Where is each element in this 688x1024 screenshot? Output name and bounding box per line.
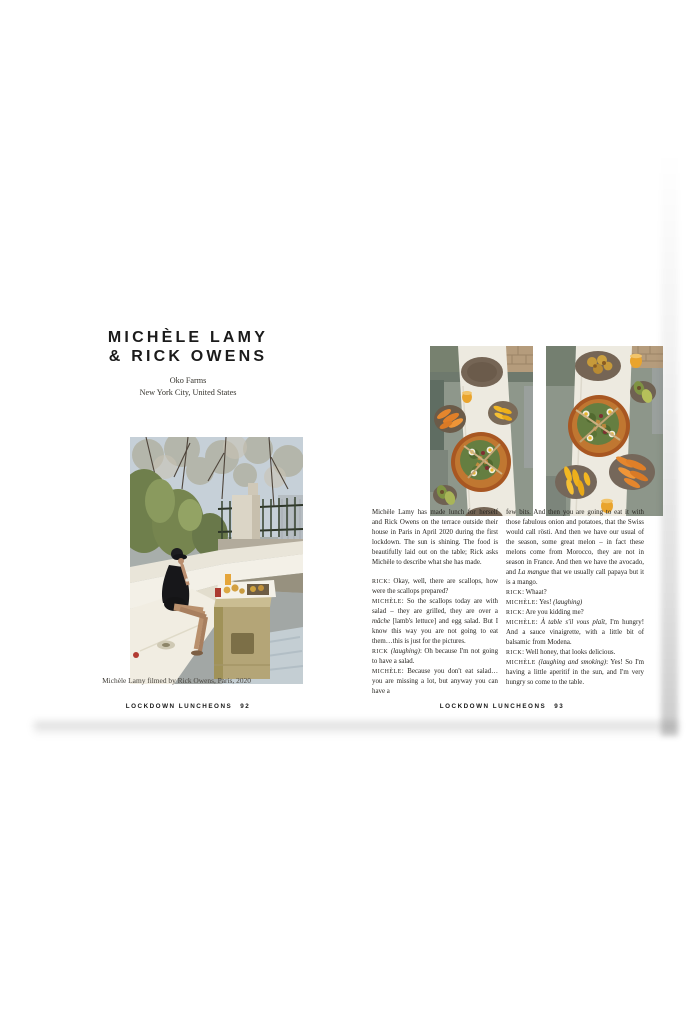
mango-plate [555, 465, 597, 499]
dialog-paragraph: MICHÈLE: Yes! (laughing) [506, 599, 583, 606]
orange-juice-glass-top [630, 354, 642, 368]
salad-platter [568, 395, 630, 457]
melon-bowl [434, 405, 466, 433]
venue-location: New York City, United States [139, 387, 237, 397]
footer-label: LOCKDOWN LUNCHEONS [439, 703, 547, 710]
salad-platter [451, 432, 511, 492]
page-number: 93 [554, 703, 565, 710]
table-photo-1-illustration [430, 346, 533, 516]
dialog-paragraph: RICK (laughing): Oh because I'm not going to have a salad. [372, 648, 499, 665]
dialog-paragraph: RICK: Well honey, that looks delicious. [506, 649, 616, 656]
empty-plate [461, 357, 503, 387]
dialog-paragraph: MICHÈLE (laughing and smoking): Yes! So I'm having a little aperitif in the sun, and I'm very hungry so come to the table. [506, 659, 644, 686]
dialog-paragraph: RICK: Whaat? [506, 589, 547, 596]
dialog-paragraph: MICHÈLE: À table s'il vous plaît, I'm hungry! And a sauce vinaigrette, with a little bit of balsamic from Modena. [506, 619, 644, 646]
photo-caption: Michèle Lamy filmed by Rick Owens, Paris, 2020 [102, 676, 251, 685]
footer-label: LOCKDOWN LUNCHEONS [125, 703, 233, 710]
mango-plate [488, 401, 518, 425]
text-column-2 [506, 508, 644, 688]
right-page [28, 26, 662, 723]
table-photo-1 [430, 346, 533, 516]
page-edge-shadow [661, 150, 678, 736]
orange-juice-glass [462, 391, 472, 403]
dialog-paragraph: MICHÈLE: Because you don't eat salad…you are missing a lot, but anyway you can have a [372, 668, 498, 695]
dialog-paragraph: RICK: Okay, well, there are scallops, how were the scallops prepared? [372, 578, 498, 595]
fried-food-plate [575, 351, 621, 381]
title-line-2: & RICK OWENS [108, 348, 268, 365]
title-line-1: MICHÈLE LAMY [107, 329, 269, 346]
intro-paragraph: Michèle Lamy has made lunch for herself and Rick Owens on the terrace outside their house in Paris in April 2020 during the first lockdown. The sun is shining. The food is beautifully laid out on the table; Rick asks Michèle to describe what she has made. [372, 509, 498, 566]
dialog-paragraph: RICK: Are you kidding me? [506, 609, 584, 616]
venue-name: Oko Farms [169, 376, 207, 385]
dialog-paragraph: few bits. And then you are going to eat it with those fabulous onion and potatoes, that the Swiss would call rösti. And then we have our usual of the season, some great melon – in fact these melons come from Morocco, they are not in season in France. And then we have the avocado, and La mangue that we usually call papaya but it is a mango. [506, 509, 645, 586]
table-photo-2 [546, 346, 663, 516]
page-number: 92 [240, 703, 251, 710]
book-spread [28, 26, 662, 723]
carrot-plate [609, 454, 655, 490]
right-running-footer [374, 703, 630, 710]
table-photo-2-illustration [546, 346, 663, 516]
text-column-1 [372, 508, 498, 697]
page-bottom-shadow [34, 722, 678, 737]
dialog-paragraph: MICHÈLE: So the scallops today are with salad – they are grilled, they are over a mâche [lamb's lettuce] and egg salad. But I know this way you are not going to eat them…this is just for the pictures. [372, 598, 498, 645]
